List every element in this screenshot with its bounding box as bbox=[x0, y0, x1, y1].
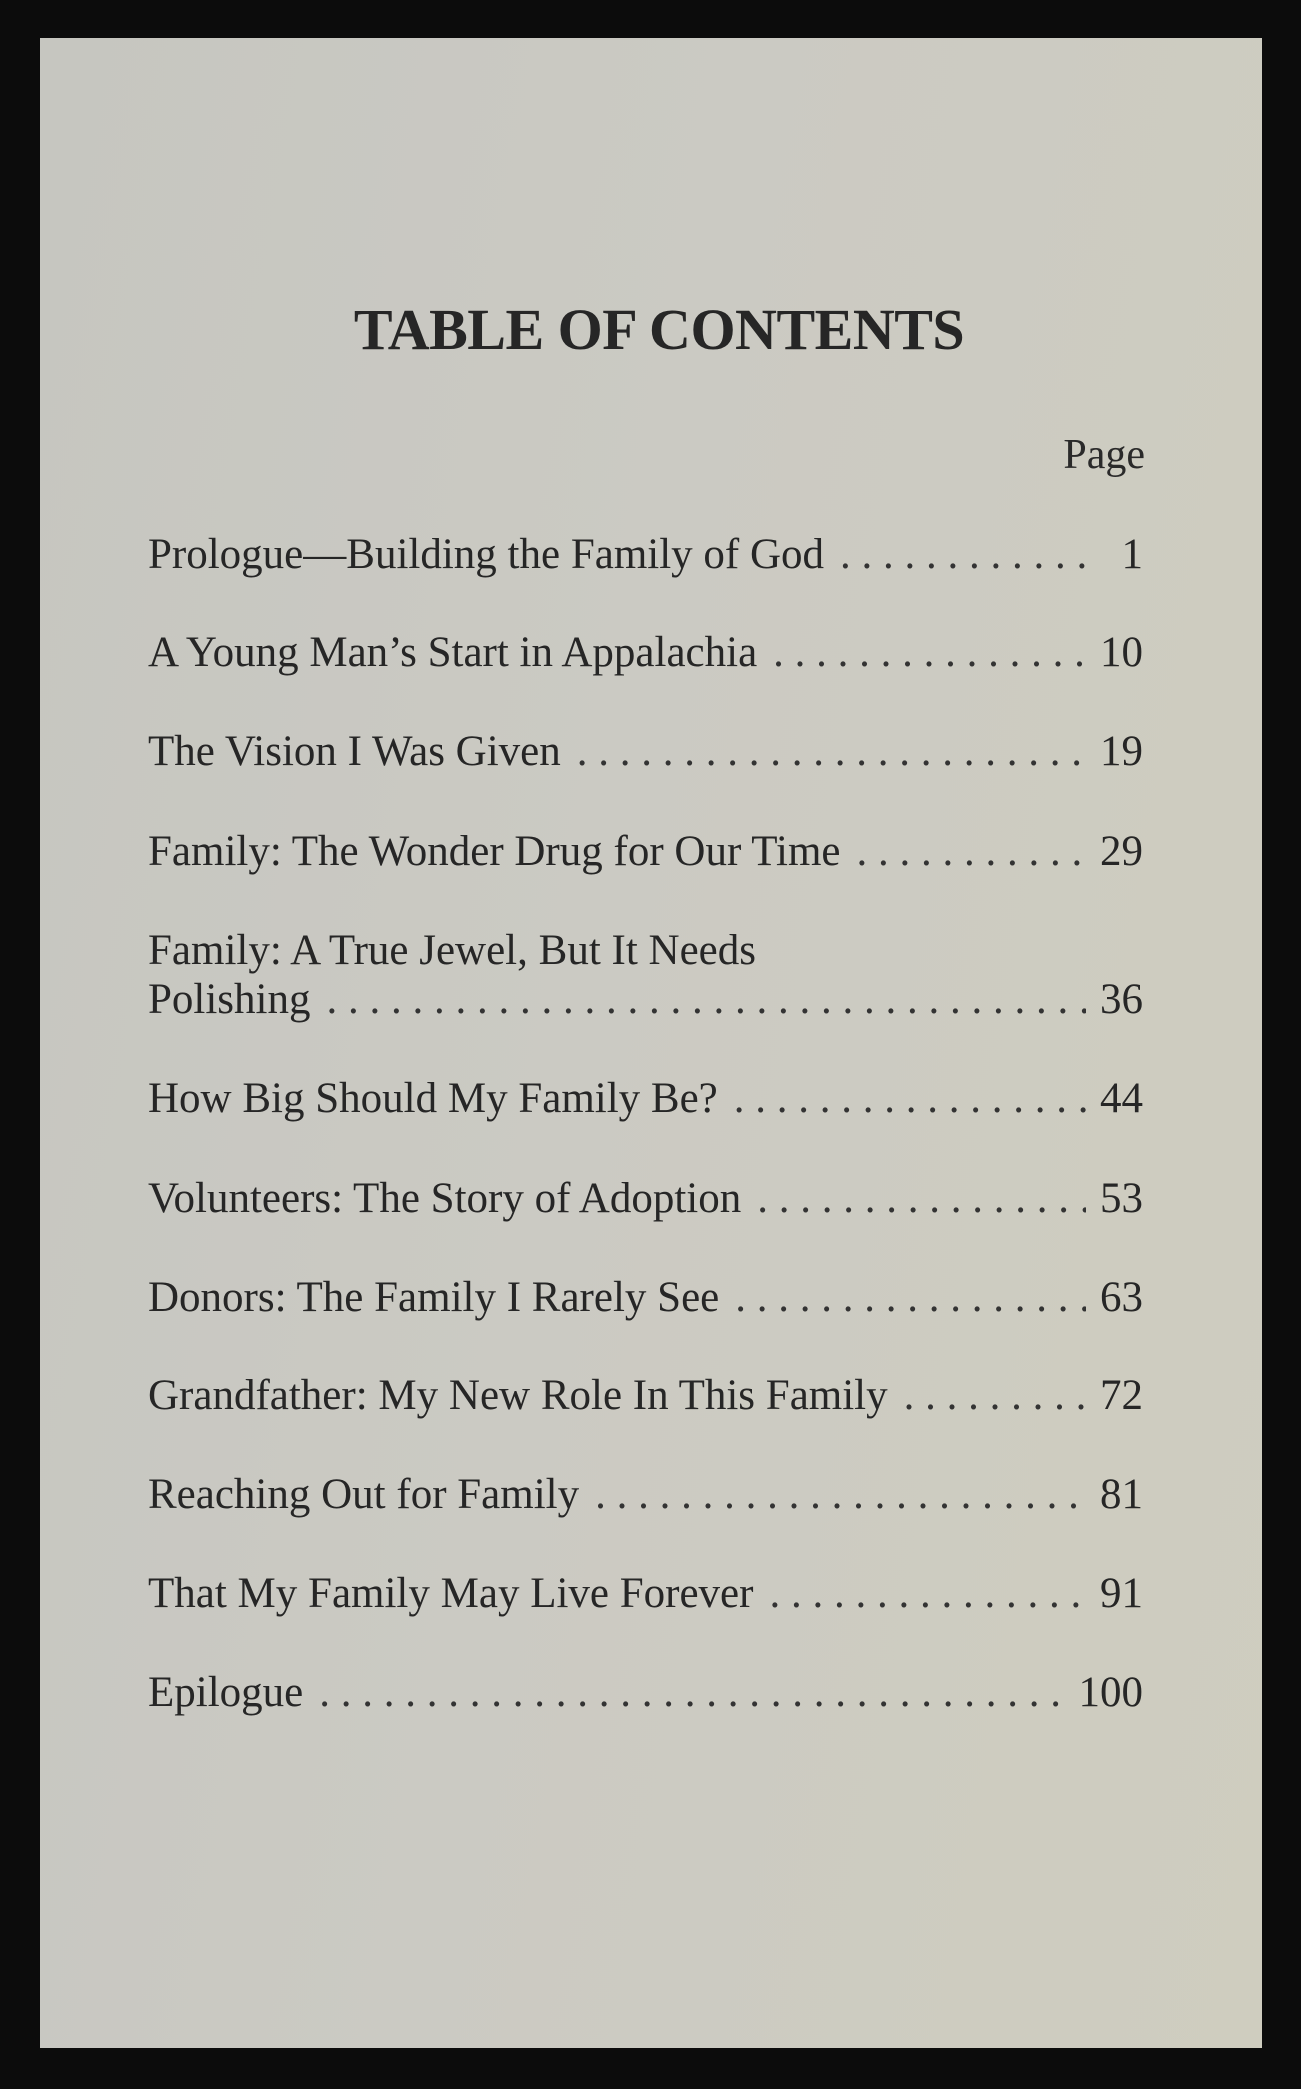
book-page bbox=[40, 38, 1262, 2048]
toc-entry-page: 44 bbox=[1100, 1075, 1143, 1122]
toc-entry-title: That My Family May Live Forever bbox=[148, 1570, 754, 1617]
dot-leader bbox=[734, 1074, 1086, 1123]
toc-entry bbox=[148, 530, 1143, 579]
toc-entry-page: 29 bbox=[1100, 828, 1143, 875]
dot-leader bbox=[840, 530, 1089, 579]
toc-entry-page: 100 bbox=[1078, 1669, 1143, 1716]
toc-entry-page: 53 bbox=[1100, 1175, 1143, 1222]
toc-entry bbox=[148, 1569, 1143, 1618]
toc-entry bbox=[148, 628, 1143, 677]
dot-leader bbox=[577, 727, 1086, 776]
toc-entry bbox=[148, 727, 1143, 776]
toc-entry-title: Polishing bbox=[148, 976, 311, 1023]
dot-leader bbox=[773, 628, 1086, 677]
toc-entry bbox=[148, 1470, 1143, 1519]
toc-entry-page: 10 bbox=[1100, 629, 1143, 676]
toc-entry bbox=[148, 1273, 1143, 1322]
toc-entry-page: 91 bbox=[1100, 1570, 1143, 1617]
toc-entry-title: A Young Man’s Start in Appalachia bbox=[148, 629, 758, 676]
dot-leader bbox=[769, 1569, 1086, 1618]
dot-leader bbox=[319, 1668, 1064, 1717]
dot-leader bbox=[856, 827, 1086, 876]
toc-entry-page: 19 bbox=[1100, 728, 1143, 775]
toc-entry-title: Grandfather: My New Role In This Family bbox=[148, 1372, 888, 1419]
toc-entry-title: Reaching Out for Family bbox=[148, 1471, 580, 1518]
dot-leader bbox=[327, 975, 1087, 1024]
toc-entry bbox=[148, 1074, 1143, 1123]
page-title: TABLE OF CONTENTS bbox=[353, 297, 965, 362]
toc-entry-title: Family: The Wonder Drug for Our Time bbox=[148, 828, 841, 875]
dot-leader bbox=[757, 1174, 1086, 1223]
toc-entry bbox=[148, 926, 1143, 1024]
toc-entry-title: The Vision I Was Given bbox=[148, 728, 561, 775]
dot-leader bbox=[904, 1371, 1086, 1420]
toc-entry-title: Prologue—Building the Family of God bbox=[148, 531, 825, 578]
toc-entry-title-line1: Family: A True Jewel, But It Needs bbox=[148, 927, 756, 974]
toc-entry-title: Epilogue bbox=[148, 1669, 304, 1716]
toc-entry-page: 72 bbox=[1100, 1372, 1143, 1419]
page-column-heading: Page bbox=[1063, 432, 1145, 478]
dot-leader bbox=[735, 1273, 1086, 1322]
toc-entry-page: 1 bbox=[1121, 531, 1143, 578]
toc-entry bbox=[148, 1174, 1143, 1223]
toc-entry bbox=[148, 1371, 1143, 1420]
toc-entry-title: Donors: The Family I Rarely See bbox=[148, 1274, 720, 1321]
toc-entry-title: How Big Should My Family Be? bbox=[148, 1075, 718, 1122]
dot-leader bbox=[595, 1470, 1086, 1519]
toc-entry-page: 81 bbox=[1100, 1471, 1143, 1518]
toc-entry bbox=[148, 1668, 1143, 1717]
toc-entry-page: 36 bbox=[1100, 976, 1143, 1023]
toc-entry bbox=[148, 827, 1143, 876]
toc-entry-page: 63 bbox=[1100, 1274, 1143, 1321]
toc-entry-title: Volunteers: The Story of Adoption bbox=[148, 1175, 742, 1222]
